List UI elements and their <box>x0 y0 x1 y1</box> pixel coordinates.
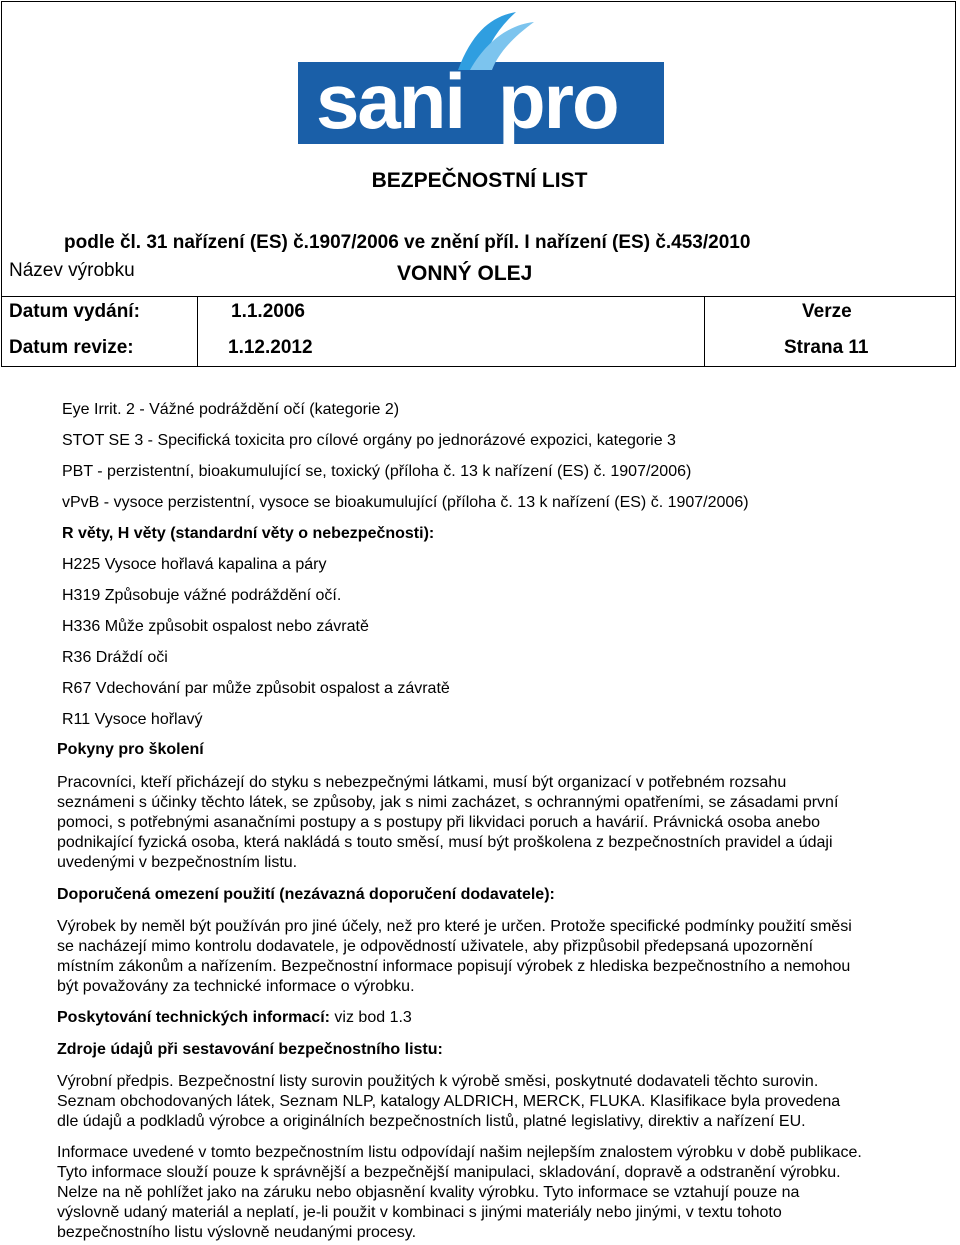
paragraph-line: Seznam obchodovaných látek, Seznam NLP, katalogy ALDRICH, MERCK, FLUKA. Klasifikace byla provedena <box>57 1093 841 1110</box>
restrictions-paragraph <box>57 917 942 997</box>
paragraph-line: Výrobek by neměl být používán pro jiné účely, než pro které je určen. Protože specifické podmínky použití směsi <box>57 918 852 935</box>
phrase-line: R11 Vysoce hořlavý <box>62 711 203 728</box>
phrase-line: R67 Vdechování par může způsobit ospalost a závratě <box>62 680 450 697</box>
paragraph-line: seznámeni s účinky těchto látek, se způsoby, jak s nimi zacházet, s ochrannými opatřeními, se zásadami první <box>57 794 839 811</box>
header-column-divider <box>197 296 198 367</box>
product-name: VONNÝ OLEJ <box>397 262 533 285</box>
issue-date: 1.1.2006 <box>231 301 305 322</box>
phrase-line: R36 Dráždí oči <box>62 649 168 666</box>
abbreviation-line: vPvB - vysoce perzistentní, vysoce se bioakumulující (příloha č. 13 k nařízení (ES) č. 1907/2006) <box>62 494 749 511</box>
paragraph-line: místním zákonům a nařízením. Bezpečnostní informace popisují výrobek z hlediska bezpečnostního a nemohou <box>57 958 851 975</box>
abbreviation-line: PBT - perzistentní, bioakumulující se, toxický (příloha č. 13 k nařízení (ES) č. 1907/2006) <box>62 463 692 480</box>
paragraph-line: Výrobní předpis. Bezpečnostní listy surovin použitých k výrobě směsi, poskytnuté dodavateli těchto surovin. <box>57 1073 819 1090</box>
header-column-divider <box>704 296 705 367</box>
sanipro-logo <box>298 10 664 150</box>
paragraph-line: bezpečnostního listu výslovně neudanými procesy. <box>57 1224 417 1241</box>
product-name-label: Název výrobku <box>9 260 135 281</box>
phrases-heading: R věty, H věty (standardní věty o nebezpečnosti): <box>62 525 435 542</box>
paragraph-line: být považovány za technické informace o výrobku. <box>57 978 415 995</box>
phrase-line: H225 Vysoce hořlavá kapalina a páry <box>62 556 327 573</box>
document-title: BEZPEČNOSTNÍ LIST <box>371 169 588 192</box>
training-heading: Pokyny pro školení <box>57 741 204 758</box>
revision-date-label: Datum revize: <box>9 337 134 358</box>
technical-info-heading: Poskytování technických informací: <box>57 1009 330 1026</box>
paragraph-line: Tyto informace slouží pouze k správnější a bezpečnější manipulaci, skladování, dopravě a odstranění výrobku. <box>57 1164 841 1181</box>
sources-heading: Zdroje údajů při sestavování bezpečnostního listu: <box>57 1041 443 1058</box>
training-paragraph <box>57 773 942 873</box>
paragraph-line: Pracovníci, kteří přicházejí do styku s nebezpečnými látkami, musí být organizací v potřebném rozsahu <box>57 774 787 791</box>
paragraph-line: podnikající fyzická osoba, která nakládá s touto směsí, musí být proškolena z bezpečnostních pravidel a údaji <box>57 834 833 851</box>
svg-text:pro: pro <box>498 57 618 145</box>
regulation-subtitle: podle čl. 31 nařízení (ES) č.1907/2006 ve znění příl. I nařízení (ES) č.453/2010 <box>64 232 751 253</box>
revision-date: 1.12.2012 <box>228 337 313 358</box>
header-divider <box>2 296 955 297</box>
paragraph-line: Nelze na ně pohlížet jako na záruku nebo objasnění kvality výrobku. Tyto informace se vztahují pouze na <box>57 1184 800 1201</box>
abbreviation-line: Eye Irrit. 2 - Vážné podráždění očí (kategorie 2) <box>62 401 400 418</box>
technical-info-line <box>57 1009 412 1027</box>
paragraph-line: pomoci, s potřebnými asanačními postupy a s postupy při likvidaci poruch a havárií. Právnická osoba anebo <box>57 814 821 831</box>
svg-text:sani: sani <box>316 57 465 145</box>
document-header <box>1 1 956 367</box>
paragraph-line: uvedenými v bezpečnostním listu. <box>57 854 298 871</box>
phrase-line: H319 Způsobuje vážné podráždění očí. <box>62 587 342 604</box>
paragraph-line: Informace uvedené v tomto bezpečnostním listu odpovídají našim nejlepším znalostem výrobku v době publikace. <box>57 1144 862 1161</box>
paragraph-line: výslovně udaný materiál a neplatí, je-li použit v kombinaci s jinými materiály nebo jinými, v textu tohoto <box>57 1204 782 1221</box>
page-number: Strana 11 <box>784 337 869 358</box>
restrictions-heading: Doporučená omezení použití (nezávazná doporučení dodavatele): <box>57 886 555 903</box>
abbreviation-line: STOT SE 3 - Specifická toxicita pro cílové orgány po jednorázové expozici, kategorie 3 <box>62 432 676 449</box>
paragraph-line: dle údajů a podkladů výrobce a originálních bezpečnostních listů, platné legislativy, direktiv a nařízení EU. <box>57 1113 806 1130</box>
technical-info-value: viz bod 1.3 <box>329 1009 412 1026</box>
version-label: Verze <box>802 301 852 322</box>
disclaimer-paragraph <box>57 1143 942 1243</box>
phrase-line: H336 Může způsobit ospalost nebo závratě <box>62 618 369 635</box>
paragraph-line: se nacházejí mimo kontrolu dodavatele, je odpovědností uživatele, aby přizpůsobil předepsaná upozornění <box>57 938 814 955</box>
sources-paragraph <box>57 1072 942 1132</box>
issue-date-label: Datum vydání: <box>9 301 140 322</box>
